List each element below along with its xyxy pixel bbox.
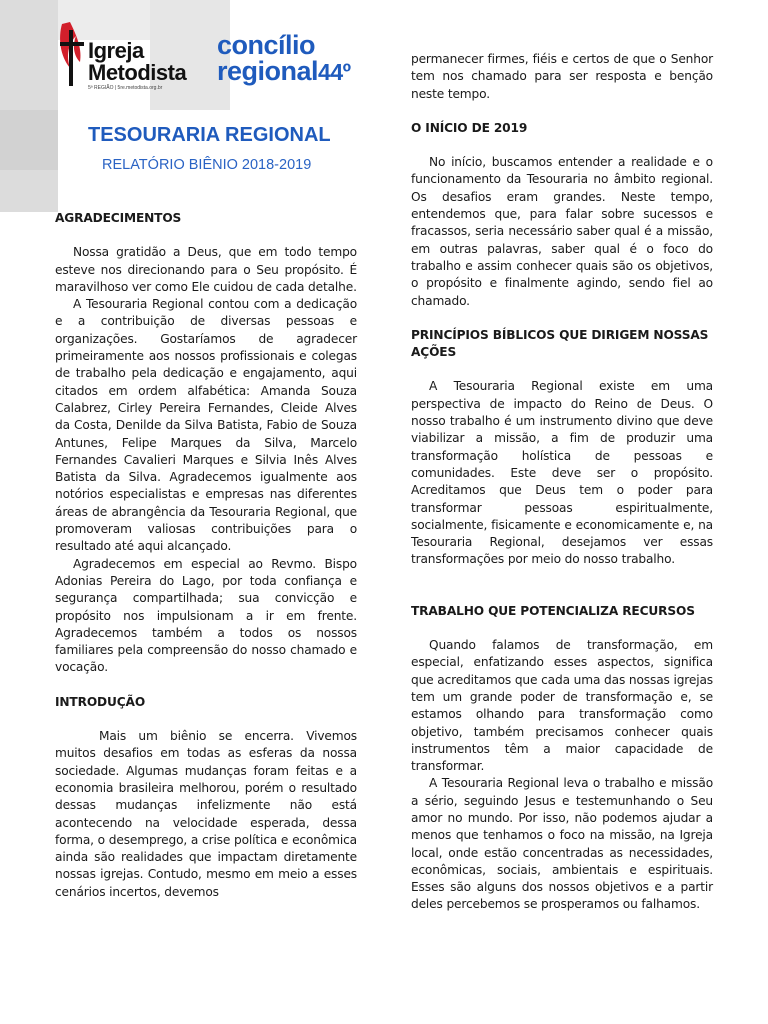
paragraph: permanecer firmes, fiéis e certos de que o Senhor tem nos chamado para ser resposta e benção neste tempo. xyxy=(411,52,713,101)
decorative-square xyxy=(0,0,58,212)
left-column xyxy=(55,210,357,901)
section-heading-trabalho: TRABALHO QUE POTENCIALIZA RECURSOS xyxy=(411,603,695,618)
paragraph: Mais um biênio se encerra. Vivemos muitos desafios em todas as esferas da nossa sociedade. Algumas mudanças foram feitas e a economia brasileira melhorou, porém o resultado dessas mudanças infelizmente não está acontecendo na velocidade esperada, dessa forma, o desemprego, a crise política e econômica ainda são realidades que impactam diretamente nossas igrejas. Contudo, mesmo em meio a esses cenários incertos, devemos xyxy=(55,729,357,899)
section-heading-agradecimentos: AGRADECIMENTOS xyxy=(55,211,182,225)
logo-tagline: 5ª REGIÃO | 5re.metodista.org.br xyxy=(88,85,163,91)
event-wordmark xyxy=(217,32,351,85)
paragraph: A Tesouraria Regional contou com a dedicação e a contribuição de diversas pessoas e organizações. Gostaríamos de agradecer primeiramente aos nossos profissionais e colegas de trabalho pela dedicação e engajamento, aqui citados em ordem alfabética: Amanda Souza Calabrez, Cirley Pereira Fernandes, Cleide Alves da Costa, Denilde da Silva Batista, Fabio de Souza Antunes, Felipe Marques da Silva, Marcelo Fernandes Cavalieri Marques e Silvia Inês Alves Batista da Silva. Agradecemos igualmente aos notórios especialistas e empresas nas diferentes áreas de abrangência da Tesouraria Regional, que promoveram valiosas contribuições para o resultado até aqui alcançado. xyxy=(55,297,357,554)
event-line2 xyxy=(217,58,351,85)
right-column xyxy=(411,51,713,914)
paragraph: Quando falamos de transformação, em especial, enfatizando esses aspectos, significa que acreditamos que cada uma das nossas igrejas tem um grande poder de transformação e, se estamos olhando para transformação como objetivo, também precisamos conhecer quais instrumentos têm a maior capacidade de transformar. xyxy=(411,638,713,774)
logo-line1: Igreja xyxy=(88,38,144,63)
page-subtitle: RELATÓRIO BIÊNIO 2018-2019 xyxy=(102,157,312,173)
section-heading-principios: PRINCÍPIOS BÍBLICOS QUE DIRIGEM NOSSAS AÇÕES xyxy=(411,327,709,360)
paragraph: Agradecemos em especial ao Revmo. Bispo Adonias Pereira do Lago, por toda confiança e segurança compartilhada; sua convicção e propósito nos impulsionam a ir em frente. Agradecemos também a todos os nossos familiares pela compreensão do nosso chamado e vocação. xyxy=(55,556,357,675)
section-heading-introducao: INTRODUÇÃO xyxy=(55,694,146,709)
paragraph: A Tesouraria Regional existe em uma perspectiva de impacto do Reino de Deus. O nosso trabalho é um instrumento divino que deve viabilizar a missão, a fim de produzir uma transformação holística de pessoas e comunidades. Este deve ser o propósito. Acreditamos que Deus tem o poder para transformar pessoas espiritualmente, socialmente, fisicamente e economicamente e, na Tesouraria Regional, desejamos ver essas transformações por meio do nosso trabalho. xyxy=(411,379,713,567)
decorative-square xyxy=(0,110,58,170)
page-title: TESOURARIA REGIONAL xyxy=(88,124,331,146)
paragraph: Nossa gratidão a Deus, que em todo tempo esteve nos direcionando para o Seu propósito. É maravilhoso ver como Ele cuidou de cada detalhe. xyxy=(55,245,357,294)
church-logo xyxy=(56,16,206,92)
event-number: 44º xyxy=(318,59,351,85)
section-heading-inicio: O INÍCIO DE 2019 xyxy=(411,120,528,135)
paragraph: A Tesouraria Regional leva o trabalho e missão a sério, seguindo Jesus e testemunhando o Seu amor no mundo. Por isso, não podemos ajudar a menos que tenhamos o foco na missão, na Igreja local, onde estão concentradas as necessidades, econômicas, sociais, ambientais e espirituais. Esses são alguns dos nossos objetivos e a partir deles percebemos se prosperamos ou falhamos. xyxy=(411,776,713,912)
paragraph: No início, buscamos entender a realidade e o funcionamento da Tesouraria no âmbito regional. Os desafios eram grandes. Neste tempo, entendemos que, para falar sobre sucessos e fracassos, seria necessário saber qual é a missão, em outras palavras, saber qual é o foco do trabalho e assim conhecer quais são os objetivos, o propósito e finalmente agindo, sendo fiel ao chamado. xyxy=(411,155,713,308)
event-line1: concílio xyxy=(217,30,316,60)
event-line2-text: regional xyxy=(217,56,319,86)
logo-line2: Metodista xyxy=(88,60,187,85)
